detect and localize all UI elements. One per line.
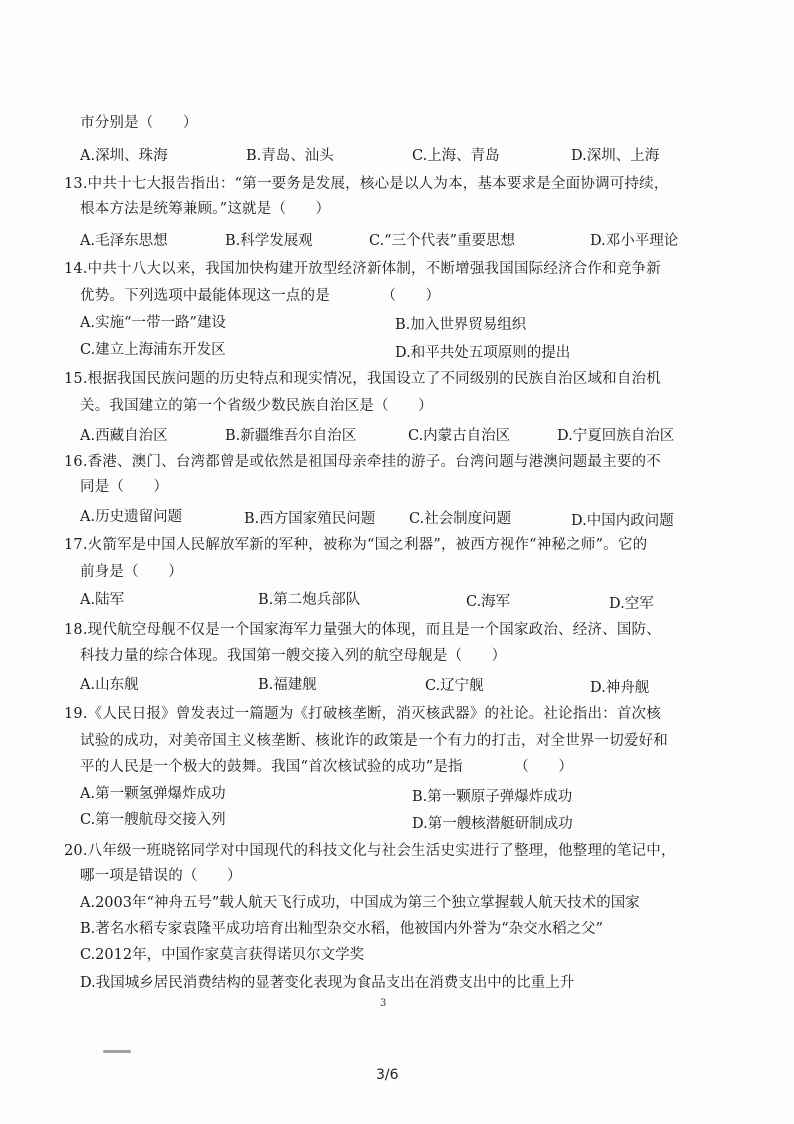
q17-stem-line-1: 17.火箭军是中国人民解放军新的军种，被称为“国之利器”，被西方视作“神秘之师”。它的: [64, 537, 648, 553]
q18-stem-line-2: 科技力量的综合体现。我国第一艘交接入列的航空母舰是（ ）: [80, 648, 507, 664]
q14-option-d: D.和平共处五项原则的提出: [395, 345, 571, 361]
q19-stem-line-2: 试验的成功，对美帝国主义核垄断、核讹诈的政策是一个有力的打击，对全世界一切爱好和: [80, 733, 668, 749]
q12-stem-end: 市分别是（ ）: [80, 115, 198, 131]
q15-option-d: D.宁夏回族自治区: [557, 428, 675, 444]
q15-stem-line-1: 15.根据我国民族问题的历史特点和现实情况，我国设立了不同级别的民族自治区域和自治机: [64, 371, 661, 387]
q17-option-b: B.第二炮兵部队: [258, 592, 361, 608]
q15-option-a: A.西藏自治区: [80, 428, 168, 444]
q18-option-c: C.辽宁舰: [425, 678, 484, 694]
q14-option-a: A.实施“一带一路”建设: [80, 315, 226, 331]
q12-option-b: B.青岛、汕头: [246, 148, 334, 164]
q16-option-a: A.历史遗留问题: [80, 509, 183, 525]
q17-option-c: C.海军: [466, 594, 511, 610]
q13-option-c: C.“三个代表”重要思想: [369, 233, 516, 249]
q16-option-d: D.中国内政问题: [571, 513, 674, 529]
q13-option-b: B.科学发展观: [225, 233, 313, 249]
q13-stem-line-1: 13.中共十七大报告指出：“第一要务是发展，核心是以人为本，基本要求是全面协调可持续，: [64, 176, 669, 192]
q18-option-b: B.福建舰: [258, 677, 317, 693]
q19-stem-line-1: 19.《人民日报》曾发表过一篇题为《打破核垄断，消灭核武器》的社论。社论指出：首次核: [64, 706, 661, 722]
q12-option-d: D.深圳、上海: [571, 148, 660, 164]
q18-option-a: A.山东舰: [80, 677, 139, 693]
page-number: 3: [380, 998, 387, 1009]
q13-option-d: D.邓小平理论: [590, 233, 679, 249]
q19-option-a: A.第一颗氢弹爆炸成功: [80, 786, 226, 802]
q18-stem-line-1: 18.现代航空母舰不仅是一个国家海军力量强大的体现，而且是一个国家政治、经济、国防、: [64, 622, 661, 638]
q20-option-c: C.2012年，中国作家莫言获得诺贝尔文学奖: [80, 947, 365, 963]
q14-stem-line-2: 优势。下列选项中最能体现这一点的是 （ ）: [80, 288, 441, 304]
q16-option-b: B.西方国家殖民问题: [244, 511, 376, 527]
q17-option-a: A.陆军: [80, 592, 125, 608]
q16-stem-line-1: 16.香港、澳门、台湾都曾是或依然是祖国母亲牵挂的游子。台湾问题与港澳问题最主要的不: [64, 454, 661, 470]
q13-option-a: A.毛泽东思想: [80, 233, 168, 249]
q13-stem-line-2: 根本方法是统筹兼顾。”这就是（ ）: [80, 201, 331, 217]
q16-option-c: C.社会制度问题: [409, 511, 512, 527]
q17-stem-line-2: 前身是（ ）: [80, 564, 183, 580]
q16-stem-line-2: 同是（ ）: [80, 479, 169, 495]
q20-option-d: D.我国城乡居民消费结构的显著变化表现为食品支出在消费支出中的比重上升: [80, 975, 575, 991]
q12-option-a: A.深圳、珠海: [80, 148, 168, 164]
q19-option-d: D.第一艘核潜艇研制成功: [412, 816, 573, 832]
q15-stem-line-2: 关。我国建立的第一个省级少数民族自治区是（ ）: [80, 398, 433, 414]
q14-option-b: B.加入世界贸易组织: [395, 317, 527, 333]
q20-option-b: B.著名水稻专家袁隆平成功培育出籼型杂交水稻，他被国内外誉为“杂交水稻之父”: [80, 921, 604, 937]
q19-stem-line-3: 平的人民是一个极大的鼓舞。我国“首次核试验的成功”是指 （ ）: [80, 759, 574, 775]
q20-stem-line-2: 哪一项是错误的（ ）: [80, 868, 242, 884]
q19-option-c: C.第一艘航母交接入列: [80, 812, 226, 828]
q20-stem-line-1: 20.八年级一班晓铭同学对中国现代的科技文化与社会生活史实进行了整理，他整理的笔记中，: [64, 843, 676, 859]
q17-option-d: D.空军: [609, 596, 654, 612]
q15-option-b: B.新疆维吾尔自治区: [225, 428, 357, 444]
page-counter: 3/6: [376, 1067, 399, 1083]
scan-mark: [103, 1050, 131, 1053]
q18-option-d: D.神舟舰: [590, 680, 650, 696]
q12-option-c: C.上海、青岛: [412, 148, 500, 164]
q19-option-b: B.第一颗原子弹爆炸成功: [412, 789, 573, 805]
q14-option-c: C.建立上海浦东开发区: [80, 342, 226, 358]
q14-stem-line-1: 14.中共十八大以来，我国加快构建开放型经济新体制，不断增强我国国际经济合作和竞争新: [64, 261, 661, 277]
q20-option-a: A.2003年“神舟五号”载人航天飞行成功，中国成为第三个独立掌握载人航天技术的国家: [80, 895, 640, 911]
q15-option-c: C.内蒙古自治区: [408, 428, 511, 444]
